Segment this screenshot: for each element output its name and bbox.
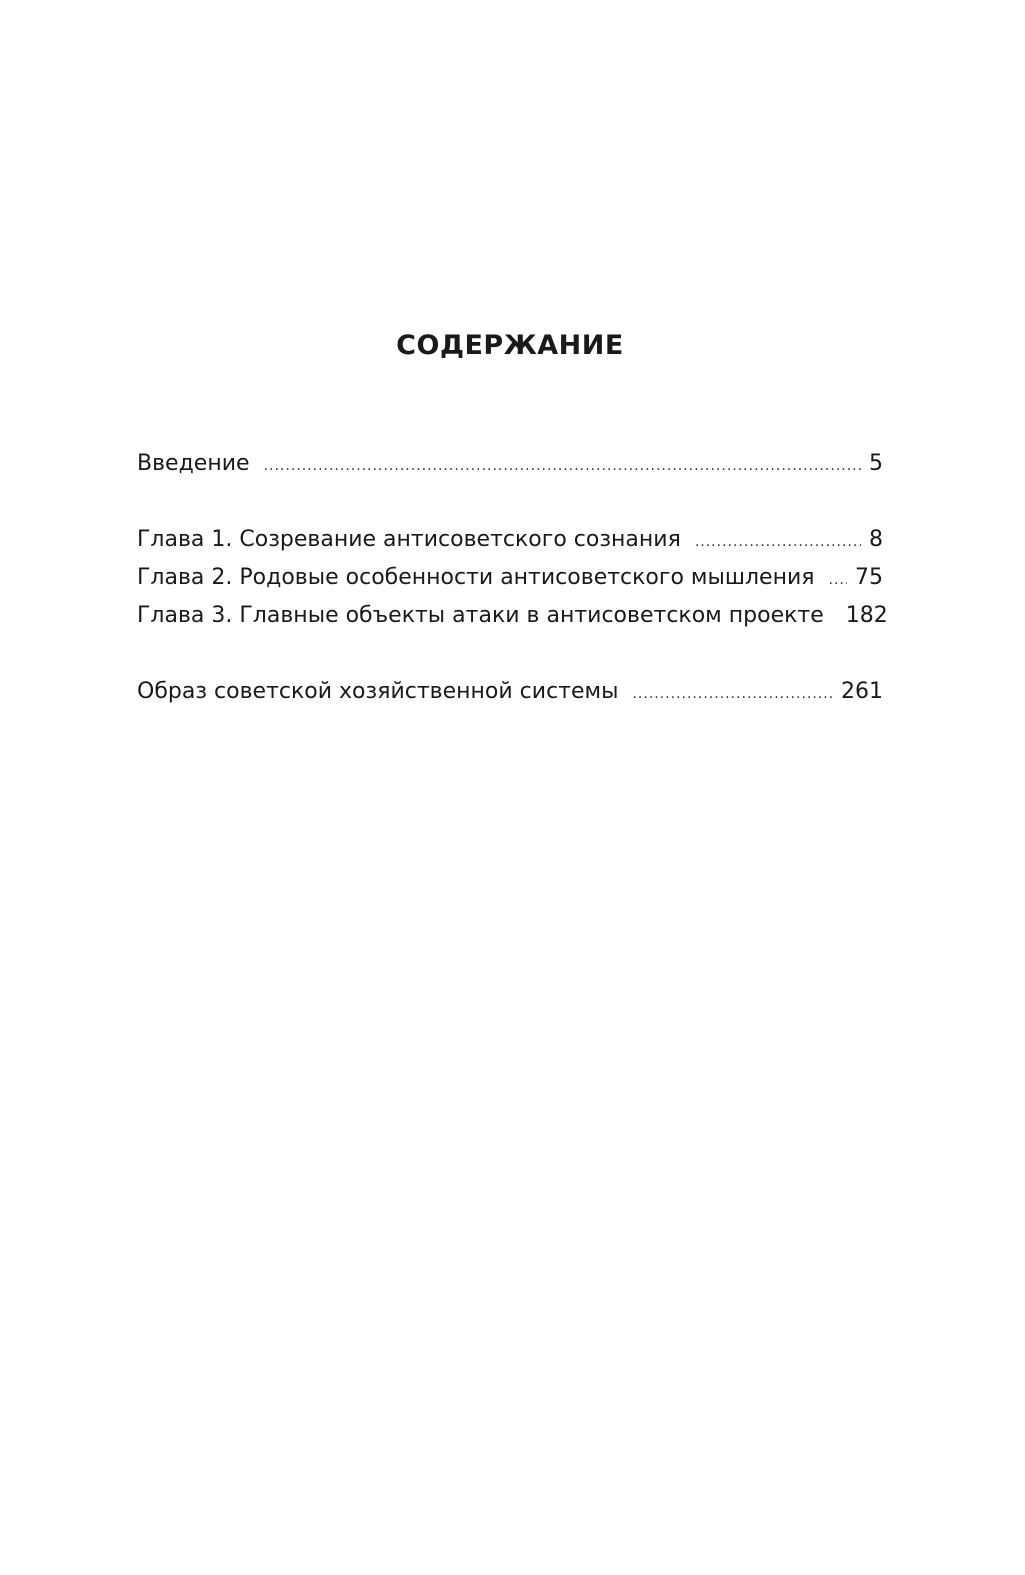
toc-entry-page-number: 5 — [869, 451, 883, 476]
toc-entry-page-number: 261 — [841, 679, 883, 704]
toc-entry-label: Глава 3. Главные объекты атаки в антисоветском проекте — [137, 603, 824, 628]
toc-entry-introduction — [137, 448, 883, 480]
toc-entry-page-number: 75 — [855, 565, 883, 590]
toc-entry-label: Образ советской хозяйственной системы — [137, 679, 619, 704]
dot-leader — [829, 564, 847, 596]
page-title: СОДЕРЖАНИЕ — [396, 330, 624, 361]
toc-entry-chapter-1 — [137, 524, 883, 556]
dot-leader — [695, 526, 861, 558]
toc-entry-label: Глава 1. Созревание антисоветского сознания — [137, 527, 681, 552]
toc-entry-page-number: 8 — [869, 527, 883, 552]
toc-entry-chapter-3 — [137, 600, 888, 632]
toc-entry-chapter-2 — [137, 562, 883, 594]
toc-entry-page-number: 182 — [845, 603, 888, 628]
toc-entry-label: Введение — [137, 451, 250, 476]
dot-leader — [264, 450, 861, 482]
toc-entry-label: Глава 2. Родовые особенности антисоветского мышления — [137, 565, 815, 590]
toc-entry-appendix — [137, 676, 883, 708]
dot-leader — [632, 678, 833, 710]
